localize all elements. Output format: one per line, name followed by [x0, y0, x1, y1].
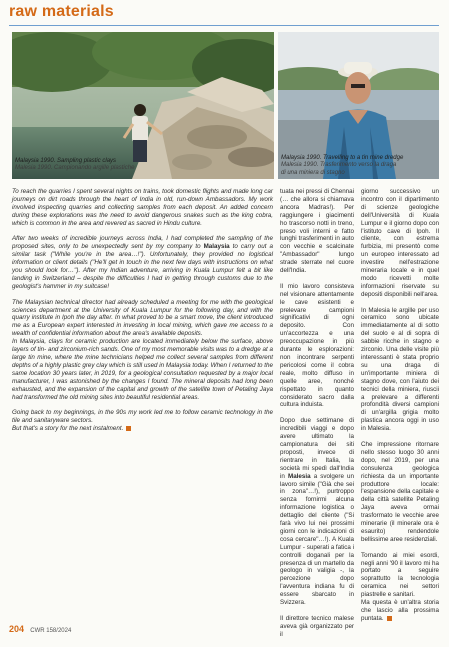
- paragraph: giorno successivo un incontro con il dipartimento di scienze geologiche dell'Università di Kuala Lumpur e il giorno dopo con l'istituto cave di Ipoh. Il cliente, con estrema furbizia, mi presentò come un europeo interessato ad investire nell'estrazione mineraria locale e in quel modo ricevetti molte informazioni riservate su depositi disponibili nell'area.: [361, 188, 439, 298]
- bold-country: Malaysia: [203, 243, 230, 251]
- column-english: [12, 188, 273, 441]
- paragraph: tuata nei pressi di Chennai (… che allora si chiamava ancora Madras!). Per raggiungere i giacimenti ho trascorso notti in treno, preso voli interni e fatto lunghi trasferimenti in auto con vecchie e scalcinate "Ambassador" lungo strade sterrate nel cuore dell'India.: [280, 188, 355, 275]
- paragraph: Going back to my beginnings, in the 90s my work led me to follow ceramic technology in the tile and sanitaryware sectors.: [12, 409, 273, 425]
- paragraph: In Malesia le argille per uso ceramico sono ubicate immediatamente al di sotto del suolo e al di sopra di sabbie ricche in stagno e zirconio. Una delle visite più interessanti è stata proprio su una draga di un'importante miniera di stagno dove, con l'aiuto dei tecnici della miniera, riuscii a prelevare a differenti profondità diversi campioni di un'argilla grigia molto plastica ancora oggi in uso in Malesia.: [361, 306, 439, 433]
- caption-left-it: Malesia 1990. Campionando argille plastiche: [15, 165, 135, 172]
- end-mark-icon: [387, 616, 392, 621]
- paragraph: In Malaysia, clays for ceramic production are located immediately below the surface, above layers of tin- and zirconium-rich sands. One of my most memorable visits was to a dredge at a large tin mine, where the mine technicians helped me collect several samples from different depths of a highly plastic grey clay which is still used in Malaysia today. When I returned to the same location 30 years later, in 2019, for a geological consultation requested by a major local manufacturer, I was astonished by the changes I found. The mineral deposits had long been exhausted, and the expansion of the capital and growth of the satellite town of Petaling Jaya had transformed the old mining sites into beautiful residential areas.: [12, 338, 273, 401]
- caption-right-it-2: di una miniera di stagno: [281, 169, 345, 176]
- paragraph: Il direttore tecnico malese aveva già organizzato per il: [280, 614, 354, 638]
- paragraph: Che impressione ritornare nello stesso luogo 30 anni dopo, nel 2019, per una consulenza geologica richiesta da un importante produttore locale: l'espansione della capitale e della città satellite Petaling Jaya aveva ormai trasformato le vecchie aree minerarie (il minerale ora è esaurito) rendendole bellissime aree residenziali.: [361, 440, 439, 543]
- section-header: [9, 3, 439, 26]
- end-mark-icon: [126, 426, 131, 431]
- caption-right-en: Malaysia 1990. Travelling to a tin mine dredge: [281, 155, 404, 161]
- page-footer: [9, 624, 71, 634]
- paragraph: Il mio lavoro consisteva nel visionare attentamente le cave esistenti e prelevare campioni significativi di ogni deposito. Con un'accortezza e una preoccupazione in più durante le esplorazioni: non incontrare serpenti pericolosi come il cobra reale, molto diffuso in quelle aree, nonché rispettato in quanto considerato sacro dalla cultura induista.: [280, 282, 354, 409]
- page-number: 204: [9, 624, 25, 634]
- caption-left-en: Malaysia 1990. Sampling plastic clays: [15, 158, 117, 164]
- column-italian-1: [280, 188, 354, 647]
- paragraph: Dopo due settimane di incredibili viaggi e dopo avere ultimato la campionatura dei siti proposti, invece di rientrare in Italia, la società mi spedì dall'India in Malesia a svolgere un lavoro simile ("Già che sei in zona"…!), purtroppo senza fornirmi alcuna informazione logistica o dettaglio del cliente ("Si farà vivo lui nei prossimi giorni con le indicazioni di cosa cercare"…!). A Kuala Lumpur - superati a fatica i controlli doganali per la presenza di un martello da geologo in valigia -, la percezione dopo l'avventura indiana fu di essere sbarcato in Svizzera.: [280, 417, 354, 607]
- caption-left: [15, 158, 134, 173]
- paragraph: After two weeks of incredible journeys across India, I had completed the sampling of the proposed sites, only to be unexpectedly sent by my company to Malaysia to carry out a similar task ("While you're in the area…!"). Unfortunately, they provided no logistical information or client details ("He'll get in touch in the next few days with instructions on what you should look for…"). After my Indian adventure, arriving in Kuala Lumpur felt a bit like landing in Switzerland – despite the difficulties I had in getting through customs due to the geologist's hammer in my suitcase!: [12, 235, 273, 290]
- caption-right: [281, 155, 403, 177]
- caption-right-it-1: Malesia 1990. Trasferimento verso la draga: [281, 162, 397, 169]
- photo-sampling-clays: [12, 32, 274, 179]
- paragraph: But that's a story for the next instalment.: [12, 425, 273, 433]
- paragraph: Ma questa è un'altra storia che lascio alla prossima puntata.: [361, 599, 439, 622]
- paragraph: The Malaysian technical director had already scheduled a meeting for me with the geological sciences department at the University of Kuala Lumpur for the following day, and with the quarry institute in Ipoh the day after. In what proved to be a smart move, the client introduced me as a European expert interested in investing in local mining, which gave me access to a wealth of confidential information about the area's available deposits.: [12, 298, 273, 338]
- bold-country: Malesia: [288, 472, 311, 480]
- column-italian-2: [361, 188, 439, 631]
- paragraph: Tornando ai miei esordi, negli anni '90 il lavoro mi ha portato a seguire soprattutto la tecnologia ceramica nei settori piastrelle e sanitari.: [361, 551, 439, 599]
- magazine-issue: CWR 158/2024: [30, 628, 72, 634]
- paragraph: To reach the quarries I spent several nights on trains, took domestic flights and made long car journeys on dirt roads through the heart of India in old, run-down Ambassadors. My work involved inspecting quarries and collecting samples from each deposit. An added concern during these explorations was the need to avoid dangerous snakes such as the king cobra, which is common in the area and revered as sacred in Hindu culture.: [12, 188, 273, 227]
- section-title: raw materials: [9, 3, 114, 20]
